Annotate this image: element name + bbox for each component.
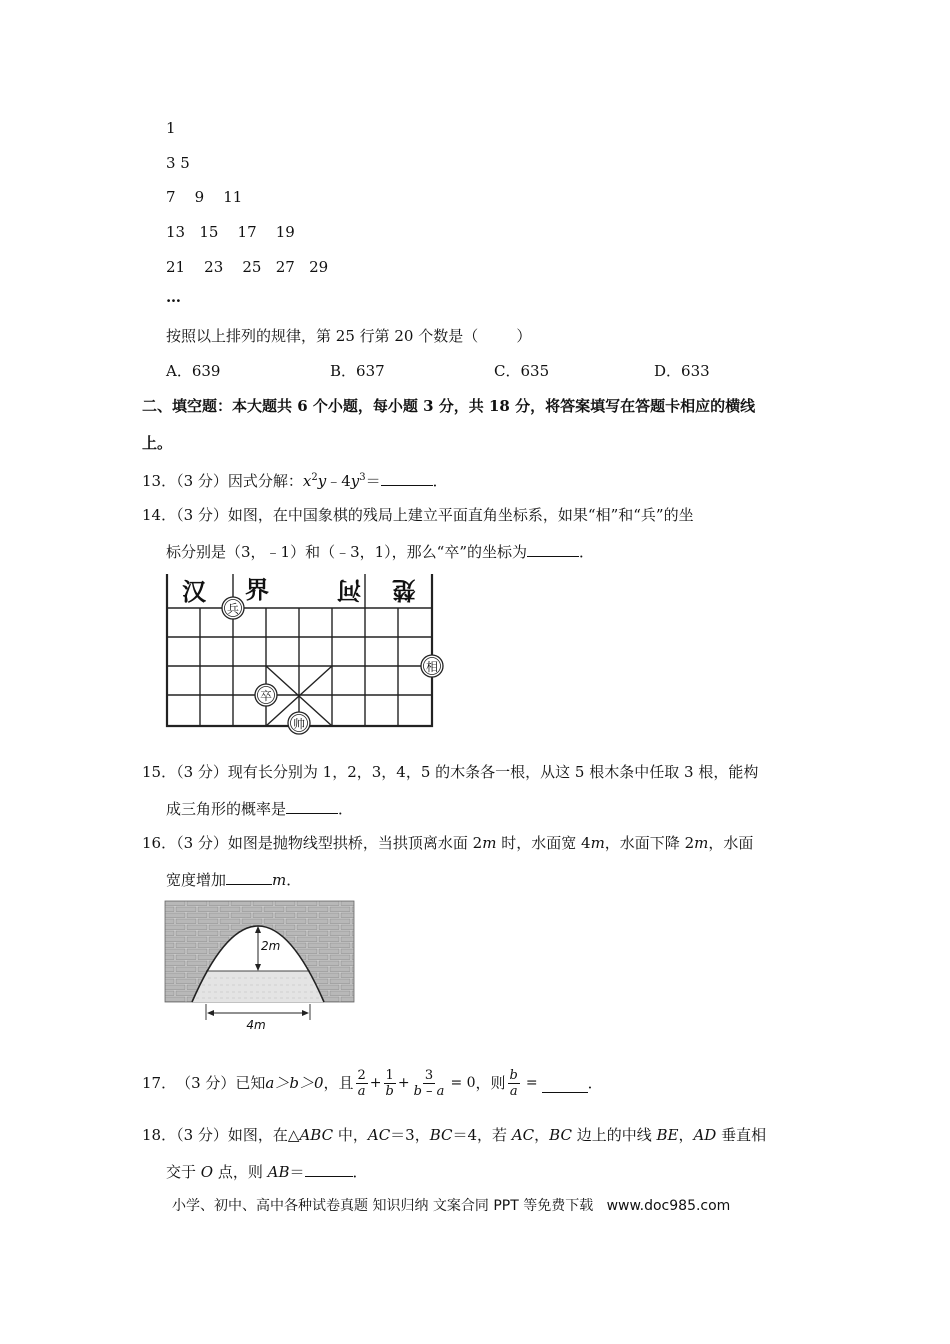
board-label-he: 河 bbox=[337, 576, 361, 604]
q18-number: 18． bbox=[142, 1126, 177, 1144]
fraction-b-over-a bbox=[508, 1068, 520, 1099]
page-footer: 小学、初中、高中各种试卷真题 知识归纳 文案合同 PPT 等免费下载 www.doc985.com bbox=[172, 1198, 731, 1214]
q18-ac: AC bbox=[367, 1126, 391, 1144]
q13-exp2: 2 bbox=[311, 472, 318, 483]
q15-answer-blank[interactable] bbox=[286, 799, 338, 814]
fraction-3-over-b-minus-a-den: b – a bbox=[413, 1083, 445, 1099]
q18-line2 bbox=[166, 1162, 368, 1182]
q17-plus1: + bbox=[369, 1075, 382, 1091]
piece-bing-label: 兵 bbox=[226, 602, 240, 616]
q18-ab: AB bbox=[267, 1163, 290, 1181]
piece-zu bbox=[255, 684, 277, 706]
q13-var-x: x bbox=[302, 472, 312, 490]
q18-answer-blank[interactable] bbox=[305, 1162, 353, 1177]
q16-text2: 宽度增加 bbox=[166, 871, 227, 889]
q16-text1a: （3 分）如图是抛物线型拱桥，当拱顶离水面 2 bbox=[176, 834, 483, 852]
q13 bbox=[142, 468, 448, 491]
fraction-b-over-a-num: b bbox=[509, 1067, 518, 1083]
q13-number: 13． bbox=[142, 472, 177, 490]
arch-width-label: 4m bbox=[246, 1018, 266, 1032]
q18-be: BE bbox=[656, 1126, 679, 1144]
q14-number: 14． bbox=[142, 506, 177, 524]
fraction-1-over-b bbox=[384, 1068, 396, 1099]
q15-line2 bbox=[166, 799, 353, 819]
q13-var-y: y bbox=[317, 472, 327, 490]
q17 bbox=[142, 1065, 603, 1101]
q17-plus2: + bbox=[397, 1075, 410, 1091]
board-label-chu: 楚 bbox=[392, 576, 416, 604]
piece-xiang bbox=[421, 655, 443, 677]
q18-text1c: ＝3， bbox=[390, 1126, 430, 1144]
q15-line1 bbox=[142, 762, 758, 782]
q13-var-y2: y bbox=[350, 472, 360, 490]
q17-eq: = bbox=[525, 1075, 538, 1091]
triangle-row-4: 13 15 17 19 bbox=[166, 223, 295, 241]
arch-height-label: 2m bbox=[261, 939, 281, 953]
q16-line2 bbox=[166, 870, 301, 890]
q17-pre: （3 分）已知 bbox=[176, 1074, 266, 1092]
q18-text1e: 边上的中线 bbox=[571, 1126, 657, 1144]
q14-text2: 标分别是（3，﹣1）和（﹣3，1），那么“卒”的坐标为 bbox=[166, 543, 528, 561]
triangle-row-5: 21 23 25 27 29 bbox=[166, 258, 329, 276]
piece-bing bbox=[222, 597, 244, 619]
q18-text1d: ＝4，若 bbox=[452, 1126, 512, 1144]
triangle-row-3: 7 9 11 bbox=[166, 188, 243, 206]
board-label-jie: 界 bbox=[245, 576, 269, 604]
fraction-b-over-a-den: a bbox=[509, 1083, 518, 1099]
q12-option-c: C．635 bbox=[494, 362, 550, 380]
q16-unit-m2: m bbox=[590, 834, 605, 852]
q16-unit-m3: m bbox=[694, 834, 709, 852]
piece-xiang-label: 相 bbox=[425, 660, 439, 674]
q15-text2: 成三角形的概率是 bbox=[166, 800, 287, 818]
q18-text2a: 交于 bbox=[166, 1163, 201, 1181]
q18-bc: BC bbox=[429, 1126, 453, 1144]
q16-text1b: 时，水面宽 4 bbox=[496, 834, 591, 852]
piece-zu-label: 卒 bbox=[259, 689, 273, 703]
q13-answer-blank[interactable] bbox=[381, 471, 433, 486]
q13-text: （3 分）因式分解： bbox=[176, 472, 303, 490]
fraction-3-over-b-minus-a-num: 3 bbox=[424, 1067, 434, 1083]
chess-board-figure bbox=[160, 570, 450, 736]
piece-shuai bbox=[288, 712, 310, 734]
section2-heading: 二、填空题：本大题共 6 个小题，每小题 3 分，共 18 分，将答案填写在答题卡相应的横线 bbox=[142, 397, 756, 415]
q18-bc2: BC bbox=[549, 1126, 572, 1144]
fraction-2-over-a bbox=[356, 1068, 368, 1099]
q13-minus: ﹣4 bbox=[326, 472, 351, 490]
q18-text2c: ＝ bbox=[289, 1163, 305, 1181]
q18-text1f: 垂直相 bbox=[716, 1126, 767, 1144]
q18-comma: ， bbox=[534, 1126, 550, 1144]
q17-condition: a＞b＞0 bbox=[265, 1074, 324, 1092]
fraction-1-over-b-den: b bbox=[385, 1083, 394, 1099]
fraction-2-over-a-den: a bbox=[357, 1083, 366, 1099]
q18-text1a: （3 分）如图，在△ bbox=[176, 1126, 300, 1144]
section2-heading-cont: 上。 bbox=[142, 434, 173, 452]
piece-shuai-label: 帅 bbox=[292, 717, 306, 731]
fraction-2-over-a-num: 2 bbox=[357, 1067, 366, 1083]
q16-text1d: ，水面 bbox=[708, 834, 754, 852]
q16-unit-m1: m bbox=[482, 834, 497, 852]
q18-end: ． bbox=[352, 1163, 368, 1181]
q13-end: ． bbox=[432, 472, 448, 490]
q17-eq0: = 0 bbox=[450, 1075, 476, 1091]
q15-number: 15． bbox=[142, 763, 177, 781]
triangle-row-1: 1 bbox=[166, 119, 176, 137]
q14-answer-blank[interactable] bbox=[527, 542, 579, 557]
fraction-3-over-b-minus-a bbox=[412, 1068, 447, 1099]
q12-option-a: A．639 bbox=[166, 362, 221, 380]
q14-text1: （3 分）如图，在中国象棋的残局上建立平面直角坐标系，如果“相”和“兵”的坐 bbox=[176, 506, 694, 524]
q18-abc: ABC bbox=[299, 1126, 334, 1144]
q18-ad: AD bbox=[693, 1126, 717, 1144]
q16-answer-blank[interactable] bbox=[226, 870, 272, 885]
q18-o: O bbox=[200, 1163, 214, 1181]
q18-ac2: AC bbox=[511, 1126, 535, 1144]
q12-stem: 按照以上排列的规律，第 25 行第 20 个数是（ ） bbox=[166, 327, 532, 345]
q12-option-b: B．637 bbox=[330, 362, 385, 380]
triangle-row-2: 3 5 bbox=[166, 154, 190, 172]
q16-text1c: ，水面下降 2 bbox=[604, 834, 695, 852]
triangle-ellipsis: … bbox=[166, 288, 181, 306]
q17-and: ，且 bbox=[323, 1074, 354, 1092]
board-label-han: 汉 bbox=[182, 578, 206, 606]
arch-bridge-figure bbox=[164, 900, 356, 1032]
q14-line2 bbox=[166, 542, 594, 562]
fraction-1-over-b-num: 1 bbox=[385, 1067, 394, 1083]
q17-answer-blank[interactable] bbox=[542, 1074, 588, 1093]
q18-text1b: 中， bbox=[333, 1126, 368, 1144]
q14-end: ． bbox=[579, 543, 595, 561]
q17-then: ，则 bbox=[475, 1074, 506, 1092]
q13-exp3: 3 bbox=[359, 472, 366, 483]
q17-number: 17． bbox=[142, 1074, 177, 1092]
q18-line1 bbox=[142, 1125, 766, 1145]
q17-end: ． bbox=[587, 1074, 603, 1092]
q16-number: 16． bbox=[142, 834, 177, 852]
q14-line1 bbox=[142, 505, 694, 525]
q16-unit: m bbox=[272, 871, 287, 889]
q15-text1: （3 分）现有长分别为 1，2，3，4，5 的木条各一根，从这 5 根木条中任取 3 根，能构 bbox=[176, 763, 759, 781]
q15-end: ． bbox=[338, 800, 354, 818]
q13-eq: ＝ bbox=[365, 472, 381, 490]
q18-comma2: ， bbox=[678, 1126, 694, 1144]
q18-text2b: 点，则 bbox=[213, 1163, 268, 1181]
q16-end: ． bbox=[286, 871, 302, 889]
q12-option-d: D．633 bbox=[654, 362, 710, 380]
q16-line1 bbox=[142, 833, 753, 853]
